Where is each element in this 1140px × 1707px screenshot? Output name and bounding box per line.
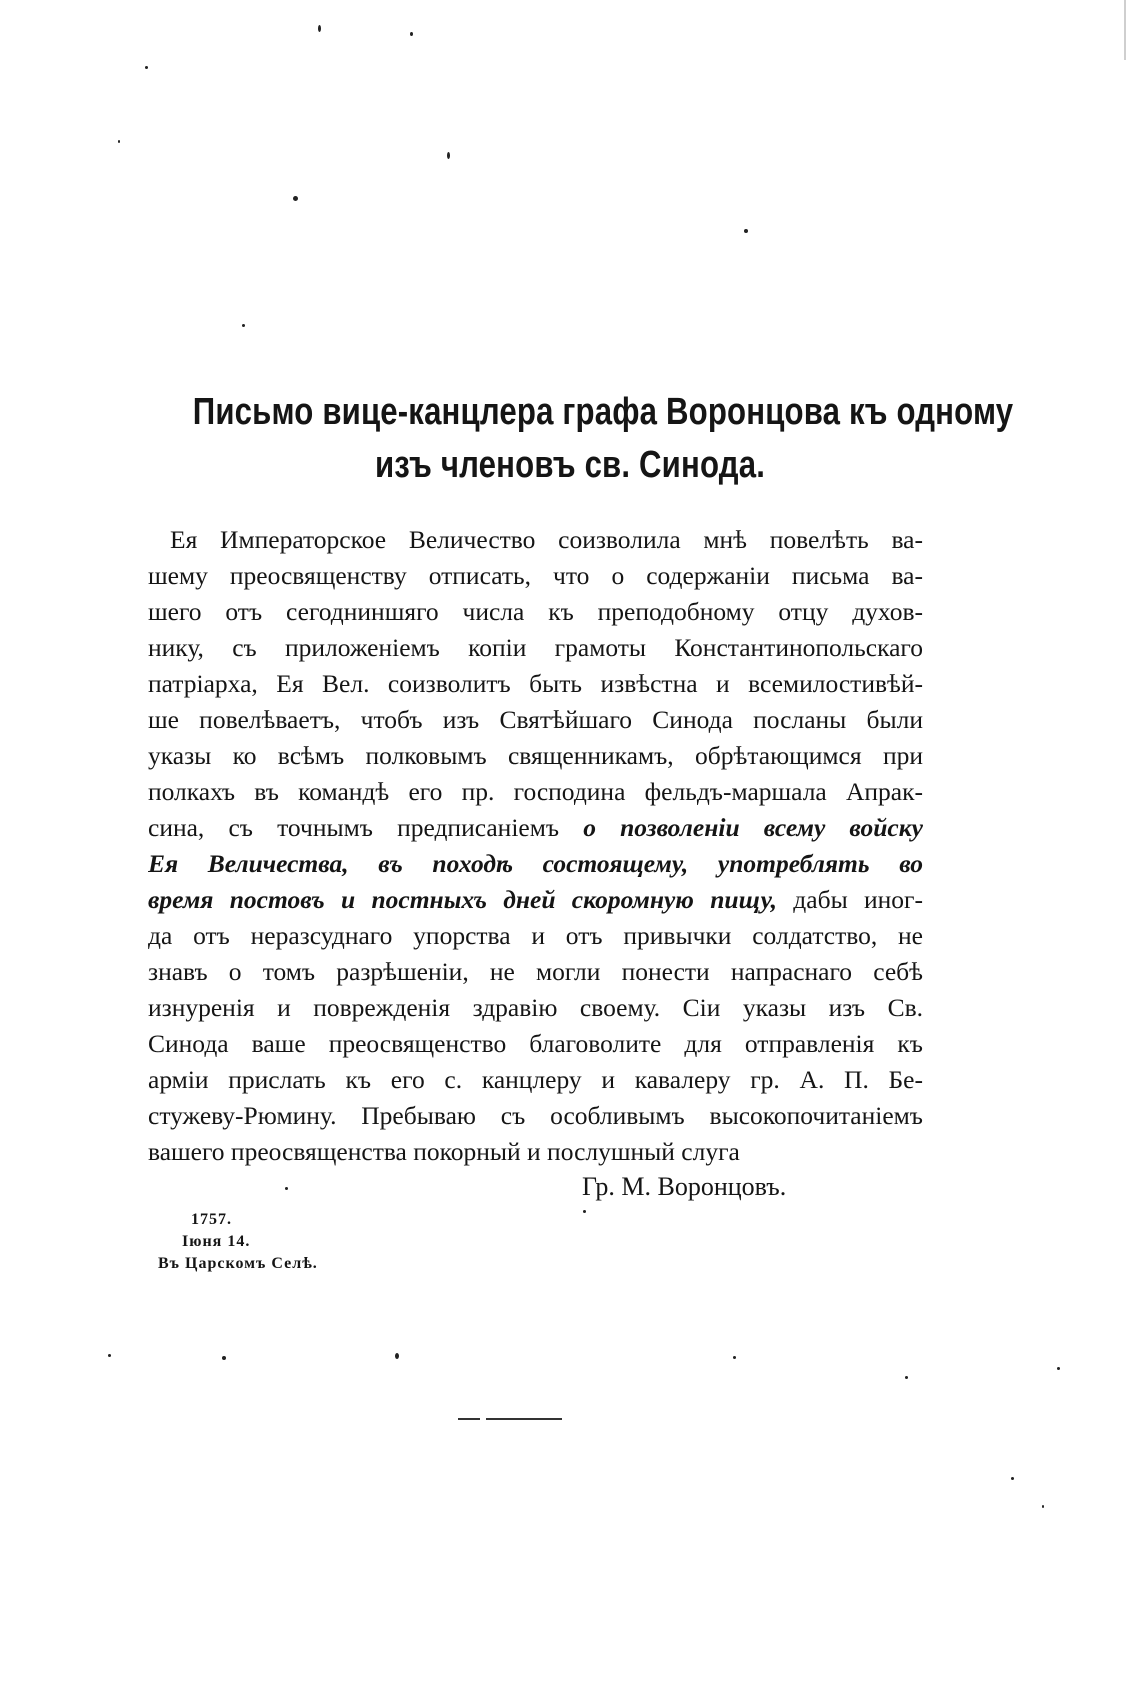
- scan-speck: [1011, 1477, 1014, 1480]
- date-day: Іюня 14.: [182, 1233, 251, 1250]
- scan-edge-line: [1124, 0, 1126, 60]
- scan-speck: [318, 25, 321, 32]
- scan-speck: [1042, 1505, 1044, 1508]
- scan-speck: [285, 1187, 288, 1190]
- scan-speck: [222, 1356, 226, 1360]
- letter-line: изнуренія и поврежденія здравію своему. Сіи указы изъ Св.: [148, 993, 923, 1022]
- letter-line: Ея Императорское Величество соизволила мнѣ повелѣть ва-: [170, 525, 923, 554]
- scan-speck: [1057, 1367, 1060, 1370]
- document-title-line-2: изъ членовъ св. Синода.: [374, 444, 766, 486]
- scan-speck: [108, 1354, 111, 1357]
- letter-line: ше повелѣваетъ, чтобъ изъ Святѣйшаго Синода посланы были: [148, 705, 923, 734]
- letter-line: указы ко всѣмъ полковымъ священникамъ, обрѣтающимся при: [148, 741, 923, 770]
- scan-speck: [905, 1376, 908, 1379]
- scan-speck: [242, 324, 245, 327]
- letter-line: шему преосвященству отписать, что о содержаніи письма ва-: [148, 561, 923, 590]
- letter-line: да отъ неразсуднаго упорства и отъ привычки солдатство, не: [148, 921, 923, 950]
- scan-speck: [447, 152, 450, 159]
- letter-line: полкахъ въ командѣ его пр. господина фельдъ-маршала Апрак-: [148, 777, 923, 806]
- letter-line: знавъ о томъ разрѣшеніи, не могли понести напраснаго себѣ: [148, 957, 923, 986]
- scan-speck: [293, 196, 298, 201]
- closing-rule-long: [486, 1418, 562, 1420]
- date-year: 1757.: [191, 1211, 232, 1228]
- letter-body: [148, 522, 923, 1170]
- letter-line: [148, 882, 923, 918]
- scan-speck: [395, 1353, 399, 1359]
- scan-speck: [410, 32, 413, 36]
- letter-line: Синода ваше преосвященство благоволите для отправленія къ: [148, 1029, 923, 1058]
- letter-line: вашего преосвященства покорный и послушный слуга: [148, 1137, 740, 1166]
- letter-line: [148, 810, 923, 846]
- scan-speck: [744, 229, 748, 233]
- letter-line-text: сина, съ точнымъ предписаніемъ: [148, 813, 584, 842]
- letter-line: патріарха, Ея Вел. соизволитъ быть извѣстна и всемилостивѣй-: [148, 669, 923, 698]
- closing-rule-short: [458, 1418, 480, 1420]
- letter-emphasis: время постовъ и постныхъ дней скоромную пищу,: [148, 885, 778, 914]
- document-title-line-1: Письмо вице-канцлера графа Воронцова къ одному: [192, 391, 1014, 433]
- scan-speck: [145, 66, 148, 69]
- scan-speck: [583, 1210, 586, 1213]
- signature: Гр. М. Воронцовъ.: [582, 1172, 787, 1201]
- letter-emphasis-line: Ея Величества, въ походѣ состоящему, употреблять во: [148, 849, 923, 878]
- date-block: [158, 1209, 318, 1275]
- scan-speck: [118, 140, 120, 143]
- letter-line: арміи прислать къ его с. канцлеру и кавалеру гр. А. П. Бе-: [148, 1065, 923, 1094]
- letter-line-text: дабы иног-: [777, 885, 923, 914]
- letter-line: нику, съ приложеніемъ копіи грамоты Константинопольскаго: [148, 633, 923, 662]
- date-place: Въ Царскомъ Селѣ.: [158, 1255, 318, 1272]
- scan-speck: [733, 1356, 736, 1359]
- letter-emphasis: о позволеніи всему войску: [583, 813, 923, 842]
- letter-line: шего отъ сегодниншяго числа къ преподобному отцу духов-: [148, 597, 923, 626]
- letter-line: стужеву-Рюмину. Пребываю съ особливымъ высокопочитаніемъ: [148, 1101, 923, 1130]
